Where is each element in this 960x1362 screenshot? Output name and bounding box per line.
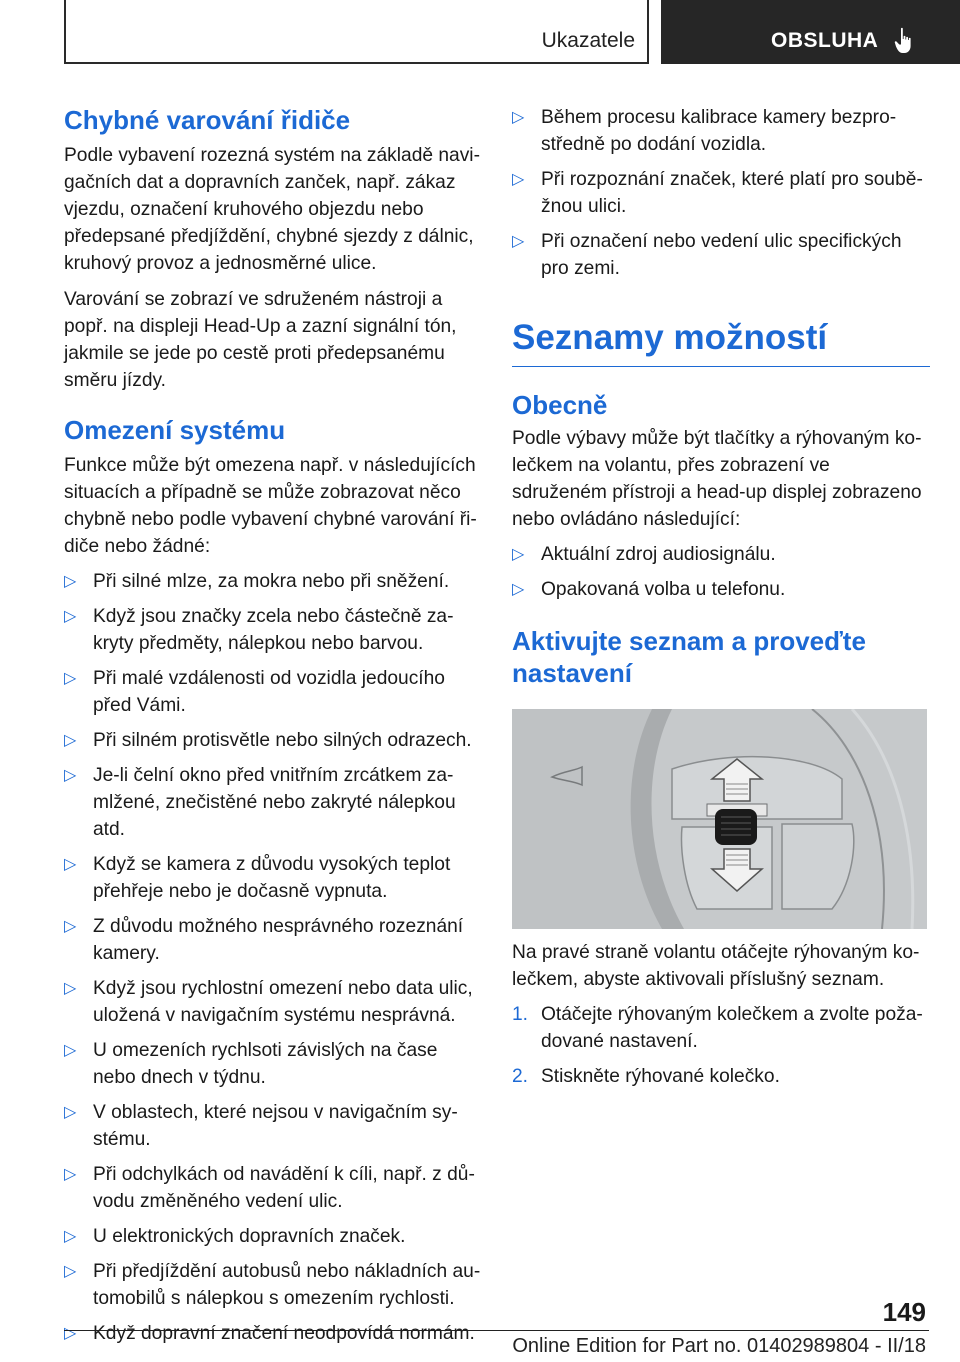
paragraph-wheel-instruction: Na pravé straně volantu otáčejte rýhovaným kolečkem, abyste aktivovali příslušný seznam. bbox=[512, 942, 920, 990]
triangle-bullet-icon: ▷ bbox=[512, 546, 525, 563]
limits-list bbox=[64, 568, 482, 1347]
triangle-bullet-icon: ▷ bbox=[64, 732, 77, 749]
triangle-bullet-icon: ▷ bbox=[64, 1263, 77, 1280]
header-chapter-label: OBSLUHA bbox=[771, 29, 879, 52]
triangle-bullet-icon: ▷ bbox=[64, 608, 77, 625]
list-item: ▷ Aktuální zdroj audiosignálu. bbox=[512, 541, 930, 568]
triangle-bullet-icon: ▷ bbox=[64, 670, 77, 687]
paragraph-wrong-way-intro: Podle vybavení rozezná systém na základě navigačních dat a dopravních zanček, např. zákaz vjezdu, označení kruhového objezdu nebo předepsané předjíždění, chybné sjezdy z dálnic, kruhový provoz a jednosměrné ulice. bbox=[64, 145, 480, 274]
heading-general: Obecně bbox=[512, 390, 608, 420]
right-column bbox=[512, 104, 930, 1090]
triangle-bullet-icon: ▷ bbox=[512, 171, 525, 188]
list-item: ▷ Opakovaná volba u telefonu. bbox=[512, 576, 930, 603]
general-list bbox=[512, 541, 930, 603]
triangle-bullet-icon: ▷ bbox=[512, 233, 525, 250]
list-item: ▷ Při silném protisvětle nebo silných odrazech. bbox=[64, 727, 482, 754]
triangle-bullet-icon: ▷ bbox=[64, 980, 77, 997]
list-item: 2. Stiskněte rýhované kolečko. bbox=[512, 1066, 780, 1087]
list-item: ▷ Je-li čelní okno před vnitřním zrcátkem zamlžené, znečistěné nebo zakryté nálepkou atd. bbox=[64, 762, 482, 843]
triangle-bullet-icon: ▷ bbox=[64, 767, 77, 784]
triangle-bullet-icon: ▷ bbox=[64, 1325, 77, 1342]
heading-activate-list: Aktivujte seznam a proveďte nastavení bbox=[512, 626, 866, 688]
list-item: ▷ U omezeních rychlsoti závislých na čase nebo dnech v týdnu. bbox=[64, 1037, 482, 1091]
list-item: ▷ Při rozpoznání značek, které platí pro souběžnou ulici. bbox=[512, 166, 930, 220]
heading-option-lists: Seznamy možností bbox=[512, 316, 930, 367]
list-item: ▷ Když jsou rychlostní omezení nebo data ulic, uložená v navigačním systému nesprávná. bbox=[64, 975, 482, 1029]
triangle-bullet-icon: ▷ bbox=[64, 1228, 77, 1245]
triangle-bullet-icon: ▷ bbox=[64, 1166, 77, 1183]
paragraph-limits-intro: Funkce může být omezena např. v následujících situacích a případně se může zobrazovat něco chybně nebo podle vybavení chybné varování řidiče nebo žádné: bbox=[64, 455, 477, 557]
paragraph-general: Podle výbavy může být tlačítky a rýhovaným kolečkem na volantu, přes zobrazení ve sdruženém přístroji a head-up displej zobrazeno nebo ovládáno následující: bbox=[512, 428, 922, 530]
triangle-bullet-icon: ▷ bbox=[64, 573, 77, 590]
list-item: ▷ Z důvodu možného nesprávného rozeznání kamery. bbox=[64, 913, 482, 967]
list-item: ▷ Když dopravní značení neodpovídá normám. bbox=[64, 1320, 482, 1347]
heading-system-limits: Omezení systému bbox=[64, 415, 286, 445]
list-item: ▷ Při malé vzdálenosti od vozidla jedoucího před Vámi. bbox=[64, 665, 482, 719]
footer-edition: Online Edition for Part no. 01402989804 - II/18 bbox=[512, 1335, 926, 1357]
triangle-bullet-icon: ▷ bbox=[64, 1042, 77, 1059]
pointing-hand-icon bbox=[894, 27, 918, 55]
left-column bbox=[64, 104, 482, 1347]
list-item: ▷ Když jsou značky zcela nebo částečně zakryty předměty, nálepkou nebo barvou. bbox=[64, 603, 482, 657]
page-number: 149 bbox=[882, 1297, 926, 1327]
list-item: ▷ Když se kamera z důvodu vysokých teplot přehřeje nebo je dočasně vypnuta. bbox=[64, 851, 482, 905]
list-item: ▷ Během procesu kalibrace kamery bezprostředně po dodání vozidla. bbox=[512, 104, 930, 158]
list-item: ▷ U elektronických dopravních značek. bbox=[64, 1223, 482, 1250]
triangle-bullet-icon: ▷ bbox=[512, 109, 525, 126]
limits-list-continued bbox=[512, 104, 930, 282]
heading-wrong-way-warning: Chybné varování řidiče bbox=[64, 105, 351, 135]
list-item: ▷ V oblastech, které nejsou v navigačním systému. bbox=[64, 1099, 482, 1153]
header-chapter-tab bbox=[661, 0, 960, 64]
triangle-bullet-icon: ▷ bbox=[512, 581, 525, 598]
header-section-label: Ukazatele bbox=[541, 29, 635, 52]
list-item: ▷ Při označení nebo vedení ulic specifických pro zemi. bbox=[512, 228, 930, 282]
list-item: ▷ Při předjíždění autobusů nebo nákladních automobilů s nálepkou s omezením rychlosti. bbox=[64, 1258, 482, 1312]
list-item: 1. Otáčejte rýhovaným kolečkem a zvolte požadované nastavení. bbox=[512, 1004, 923, 1052]
triangle-bullet-icon: ▷ bbox=[64, 856, 77, 873]
header-section-tab bbox=[64, 0, 649, 64]
list-item: ▷ Při odchylkách od navádění k cíli, např. z důvodu změněného vedení ulic. bbox=[64, 1161, 482, 1215]
footer-divider bbox=[64, 1330, 929, 1331]
triangle-bullet-icon: ▷ bbox=[64, 1104, 77, 1121]
steps-list bbox=[512, 1001, 930, 1090]
triangle-bullet-icon: ▷ bbox=[64, 918, 77, 935]
list-item: ▷ Při silné mlze, za mokra nebo při sněžení. bbox=[64, 568, 482, 595]
steering-wheel-control-illustration bbox=[512, 709, 927, 929]
paragraph-wrong-way-display: Varování se zobrazí ve sdruženém nástroji a popř. na displeji Head-Up a zazní signální tón, jakmile se jede po cestě proti předepsanému směru jízdy. bbox=[64, 289, 457, 391]
